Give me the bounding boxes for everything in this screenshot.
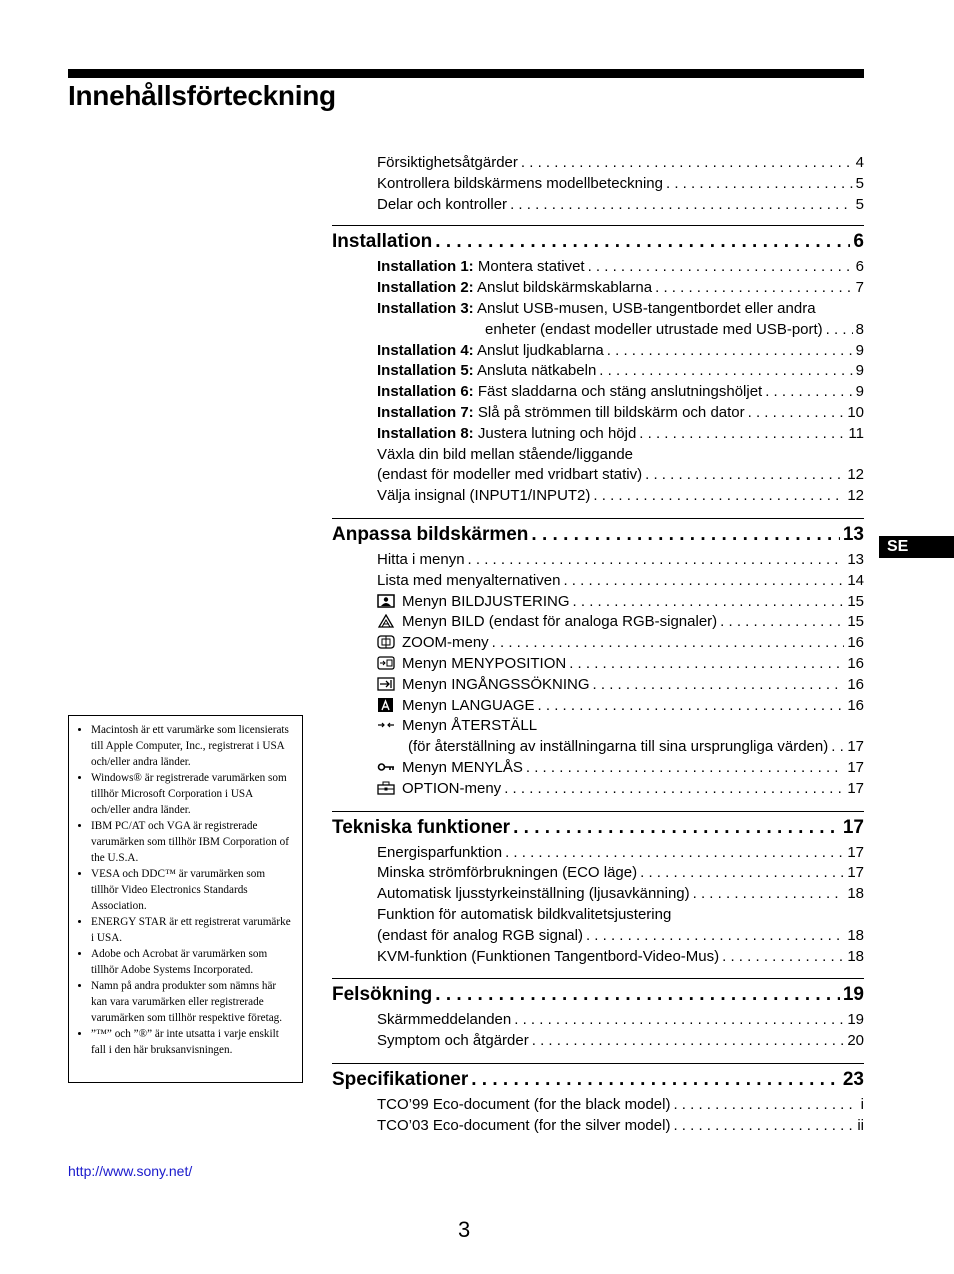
trademark-note: • ENERGY STAR är ett registrerat varumärke i USA. <box>91 914 294 946</box>
toc-entry[interactable]: Hitta i menyn . . . 13 <box>332 550 864 571</box>
screen-icon <box>377 614 395 628</box>
trademark-note: • Namn på andra produkter som nämns här kan vara varumärken eller registrerade varumärken som tillhör respektive företag. <box>91 978 294 1026</box>
section-heading[interactable]: Felsökning . . . 19 <box>332 983 864 1006</box>
toc-entry[interactable]: Installation 8: Justera lutning och höjd . . . 11 <box>332 424 864 445</box>
reset-icon <box>377 718 395 732</box>
menu-position-icon <box>377 656 395 670</box>
input-sensing-icon <box>377 677 395 691</box>
section-heading[interactable]: Tekniska funktioner . . . 17 <box>332 816 864 839</box>
title-rule <box>68 69 864 78</box>
toc-entry[interactable]: Symptom och åtgärder . . . 20 <box>332 1031 864 1052</box>
toc-entry-continued[interactable]: (endast för analog RGB signal) . . . 18 <box>332 926 864 947</box>
section-specifications <box>332 1063 864 1091</box>
toc-entry[interactable]: Installation 4: Anslut ljudkablarna . . . 9 <box>332 341 864 362</box>
trademark-notes <box>68 715 303 1083</box>
toc-entry[interactable]: Funktion för automatisk bildkvalitetsjustering <box>377 905 672 923</box>
page-title: Innehållsförteckning <box>68 80 336 111</box>
section-heading[interactable]: Anpassa bildskärmen . . . 13 <box>332 523 864 546</box>
toc-entry[interactable]: Installation 1: Montera stativet . . . 6 <box>332 257 864 278</box>
toc-entry[interactable]: Lista med menyalternativen . . . 14 <box>332 571 864 592</box>
toc-entry[interactable]: Installation 6: Fäst sladdarna och stäng anslutningshöljet . . . 9 <box>332 382 864 403</box>
key-lock-icon <box>377 760 395 774</box>
toc-entry[interactable]: Installation 2: Anslut bildskärmskablarna . . . 7 <box>332 278 864 299</box>
table-of-contents <box>332 153 864 1136</box>
sony-url-link[interactable]: http://www.sony.net/ <box>68 1163 193 1179</box>
trademark-note: • Macintosh är ett varumärke som licensierats till Apple Computer, Inc., registrerat i USA och/eller andra länder. <box>91 722 294 770</box>
option-toolbox-icon <box>377 781 395 795</box>
section-heading[interactable]: Installation . . . 6 <box>332 230 864 253</box>
section-technical <box>332 811 864 839</box>
trademark-note: • Windows® är registrerade varumärken som tillhör Microsoft Corporation i USA och/eller andra länder. <box>91 770 294 818</box>
language-tab: SE <box>879 536 954 558</box>
trademark-note: • IBM PC/AT och VGA är registrerade varumärken som tillhör IBM Corporation of the U.S.A. <box>91 818 294 866</box>
toc-entry[interactable]: TCO’03 Eco-document (for the silver model) . . . ii <box>332 1116 864 1137</box>
section-heading[interactable]: Specifikationer . . . 23 <box>332 1068 864 1091</box>
toc-entry[interactable]: Menyn BILD (endast för analoga RGB-signaler) . . . 15 <box>332 612 864 633</box>
toc-entry[interactable]: Välja insignal (INPUT1/INPUT2) . . . 12 <box>332 486 864 507</box>
toc-entry-continued[interactable]: (endast för modeller med vridbart stativ) . . . 12 <box>332 465 864 486</box>
toc-entry[interactable]: Menyn ÅTERSTÄLL <box>332 716 864 737</box>
toc-entry[interactable]: Delar och kontroller . . . 5 <box>332 195 864 216</box>
language-icon <box>377 698 395 712</box>
section-installation <box>332 225 864 253</box>
toc-entry[interactable]: Energisparfunktion . . . 17 <box>332 843 864 864</box>
toc-entry-continued[interactable]: (för återställning av inställningarna till sina ursprungliga värden) . . . 17 <box>332 737 864 758</box>
toc-entry[interactable]: Menyn LANGUAGE . . . 16 <box>332 696 864 717</box>
section-troubleshooting <box>332 978 864 1006</box>
toc-entry[interactable]: Installation 5: Ansluta nätkabeln . . . 9 <box>332 361 864 382</box>
toc-entry[interactable]: Menyn MENYLÅS . . . 17 <box>332 758 864 779</box>
picture-adjust-icon <box>377 594 395 608</box>
toc-entry[interactable]: Menyn MENYPOSITION . . . 16 <box>332 654 864 675</box>
toc-entry[interactable]: Minska strömförbrukningen (ECO läge) . . . 17 <box>332 863 864 884</box>
toc-entry[interactable]: Installation 7: Slå på strömmen till bildskärm och dator . . . 10 <box>332 403 864 424</box>
section-adjust <box>332 518 864 546</box>
toc-entry[interactable]: Automatisk ljusstyrkeinställning (ljusavkänning) . . . 18 <box>332 884 864 905</box>
zoom-icon <box>377 635 395 649</box>
toc-entry-continued[interactable]: enheter (endast modeller utrustade med USB-port) . . . 8 <box>332 320 864 341</box>
trademark-note: • ”™” och ”®” är inte utsatta i varje enskilt fall i den här bruksanvisningen. <box>91 1026 294 1058</box>
toc-entry[interactable]: Skärmmeddelanden . . . 19 <box>332 1010 864 1031</box>
toc-entry[interactable]: Försiktighetsåtgärder . . . 4 <box>332 153 864 174</box>
trademark-note: • VESA och DDC™ är varumärken som tillhör Video Electronics Standards Association. <box>91 866 294 914</box>
toc-entry[interactable]: Installation 3: Anslut USB-musen, USB-tangentbordet eller andra <box>377 299 816 317</box>
trademark-note: • Adobe och Acrobat är varumärken som tillhör Adobe Systems Incorporated. <box>91 946 294 978</box>
page-number: 3 <box>458 1217 471 1242</box>
toc-entry[interactable]: Menyn INGÅNGSSÖKNING . . . 16 <box>332 675 864 696</box>
toc-entry[interactable]: KVM-funktion (Funktionen Tangentbord-Video-Mus) . . . 18 <box>332 947 864 968</box>
toc-entry[interactable]: Växla din bild mellan stående/liggande <box>377 445 634 463</box>
toc-entry[interactable]: Kontrollera bildskärmens modellbeteckning . . . 5 <box>332 174 864 195</box>
toc-entry[interactable]: Menyn BILDJUSTERING . . . 15 <box>332 592 864 613</box>
toc-entry[interactable]: TCO’99 Eco-document (for the black model) . . . i <box>332 1095 864 1116</box>
toc-entry[interactable]: OPTION-meny . . . 17 <box>332 779 864 800</box>
toc-entry[interactable]: ZOOM-meny . . . 16 <box>332 633 864 654</box>
